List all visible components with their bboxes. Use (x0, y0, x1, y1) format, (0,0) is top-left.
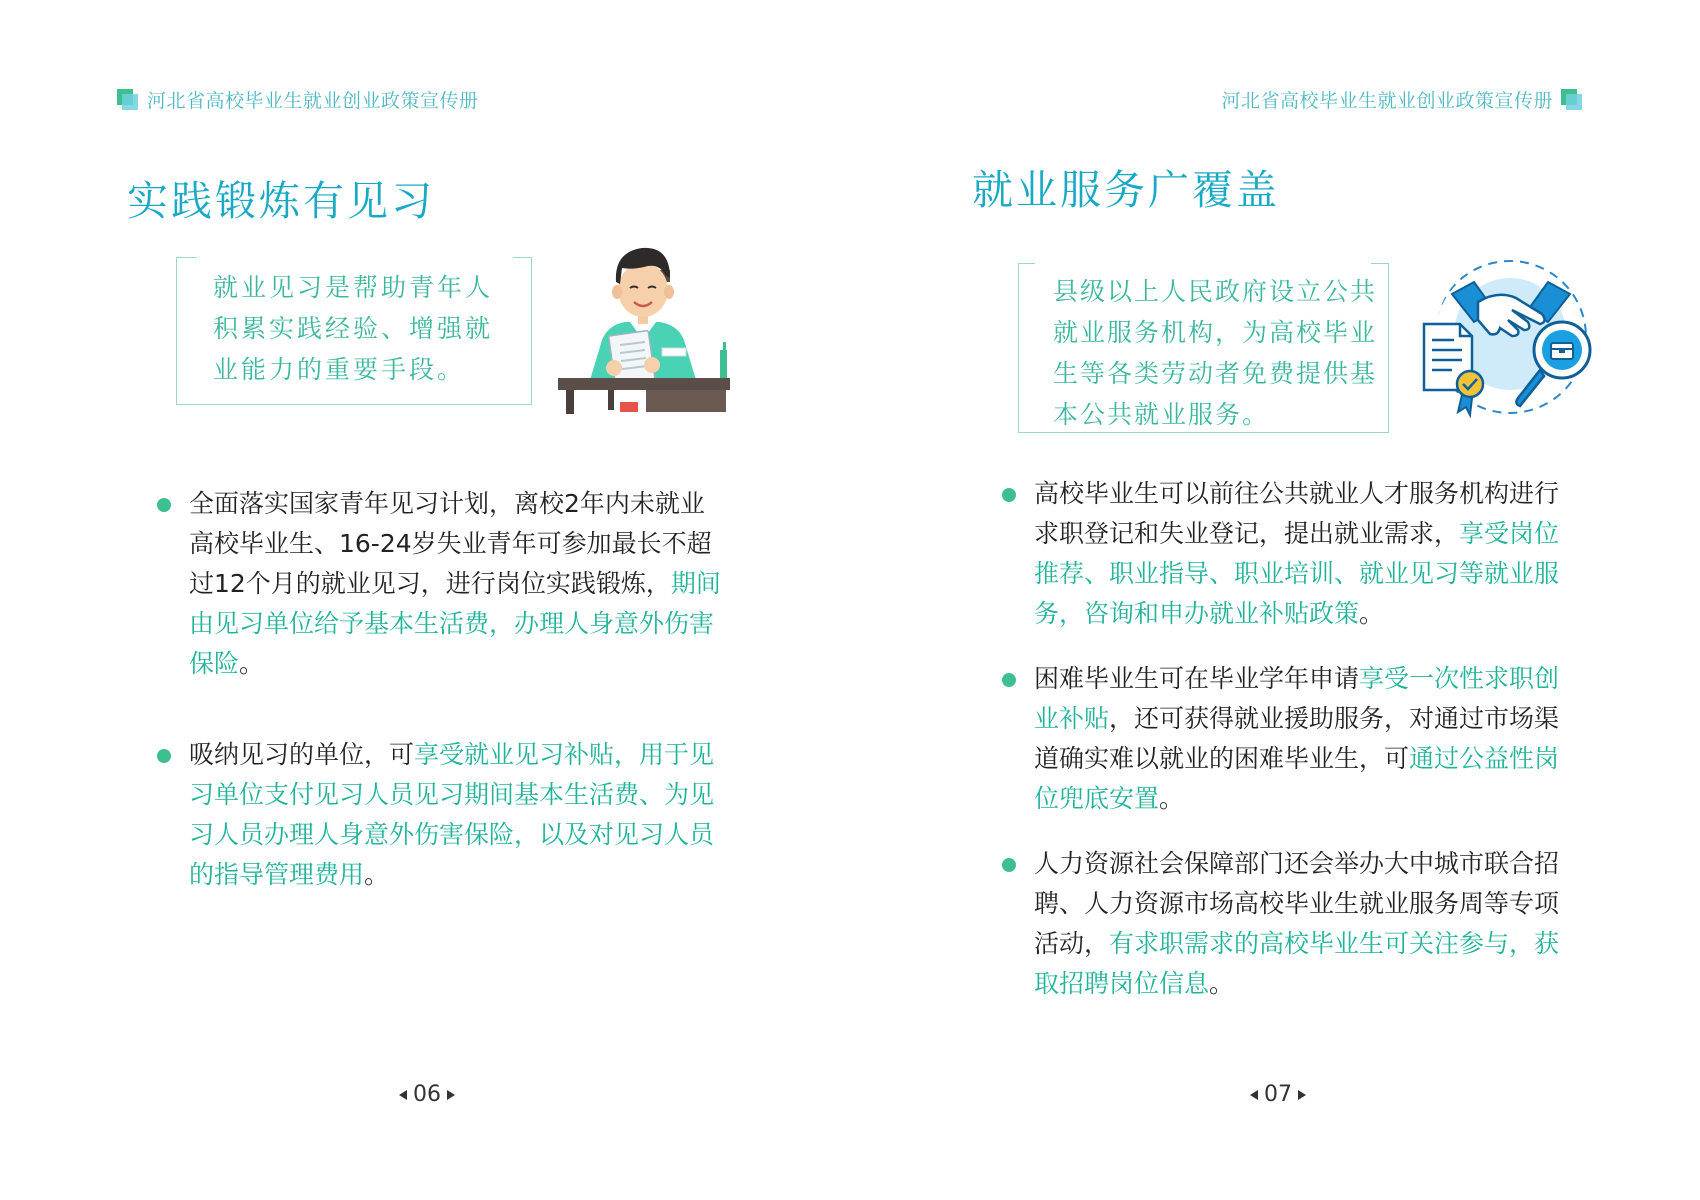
callout-text: 县级以上人民政府设立公共就业服务机构，为高校毕业生等各类劳动者免费提供基本公共就业服务。 (1053, 277, 1378, 429)
page-number (1250, 1082, 1306, 1107)
bullet-plain-text: 吸纳见习的单位，可 (189, 740, 415, 769)
bullet-highlight-text: 有求职需求的高校毕业生可关注参与，获取招聘岗位信息 (1034, 929, 1560, 998)
list-item (1000, 474, 1575, 634)
bullet-list (1000, 474, 1575, 1004)
bullet-highlight-text-2: 通过公益性岗位兜底安置 (1034, 744, 1560, 813)
man-reading-illustration-icon (550, 230, 740, 420)
bullet-plain-text: 人力资源社会保障部门还会举办大中城市联合招聘、人力资源市场高校毕业生就业服务周等专项活动， (1034, 849, 1560, 958)
bullet-dot-icon (1002, 673, 1016, 687)
triangle-right-icon (1298, 1090, 1306, 1100)
bullet-dot-icon (1002, 488, 1016, 502)
callout-box (1018, 263, 1389, 433)
page-number-text: 07 (1264, 1082, 1292, 1107)
section-title: 就业服务广覆盖 (972, 166, 1280, 214)
list-item (155, 735, 725, 895)
running-head (1221, 86, 1583, 113)
running-head-text: 河北省高校毕业生就业创业政策宣传册 (1221, 90, 1553, 112)
list-item (1000, 844, 1575, 1004)
page-number (399, 1082, 455, 1107)
bullet-plain-text: 困难毕业生可在毕业学年申请 (1034, 664, 1360, 693)
square-logo-icon (117, 89, 139, 111)
square-logo-icon (1561, 89, 1583, 111)
bullet-highlight-text: 享受岗位推荐、职业指导、职业培训、就业见习等就业服务，咨询和申办就业补贴政策 (1034, 519, 1560, 628)
bullet-plain-text: 全面落实国家青年见习计划，离校2年内未就业高校毕业生、16-24岁失业青年可参加最长不超过12个月的就业见习，进行岗位实践锻炼， (189, 489, 712, 598)
callout-box (176, 257, 532, 405)
running-head (117, 86, 479, 113)
bullet-end-text: 。 (364, 860, 390, 889)
section-title: 实践锻炼有见习 (127, 177, 435, 225)
callout-text: 就业见习是帮助青年人积累实践经验、增强就业能力的重要手段。 (213, 273, 494, 384)
bullet-plain-text: 高校毕业生可以前往公共就业人才服务机构进行求职登记和失业登记，提出就业需求， (1034, 479, 1560, 548)
handshake-magnifier-illustration-icon (1412, 252, 1602, 422)
bullet-end-text: 。 (1209, 969, 1235, 998)
bullet-list (155, 484, 725, 895)
list-item (155, 484, 725, 684)
bullet-highlight-text: 享受就业见习补贴，用于见习单位支付见习人员见习期间基本生活费、为见习人员办理人身意外伤害保险，以及对见习人员的指导管理费用 (189, 740, 715, 889)
page-number-text: 06 (413, 1082, 441, 1107)
bullet-dot-icon (157, 498, 171, 512)
list-item (1000, 659, 1575, 819)
bullet-mid-text: ，还可获得就业援助服务，对通过市场渠道确实难以就业的困难毕业生，可 (1034, 704, 1560, 773)
bullet-highlight-text: 期间由见习单位给予基本生活费，办理人身意外伤害保险 (189, 569, 721, 678)
bullet-dot-icon (1002, 858, 1016, 872)
bullet-dot-icon (157, 749, 171, 763)
right-page (850, 0, 1700, 1200)
triangle-right-icon (447, 1090, 455, 1100)
running-head-text: 河北省高校毕业生就业创业政策宣传册 (147, 90, 479, 112)
triangle-left-icon (399, 1090, 407, 1100)
bullet-end-text: 。 (1359, 599, 1385, 628)
bullet-end-text: 。 (1159, 784, 1185, 813)
bullet-end-text: 。 (239, 649, 265, 678)
triangle-left-icon (1250, 1090, 1258, 1100)
bullet-highlight-text: 享受一次性求职创业补贴 (1034, 664, 1560, 733)
